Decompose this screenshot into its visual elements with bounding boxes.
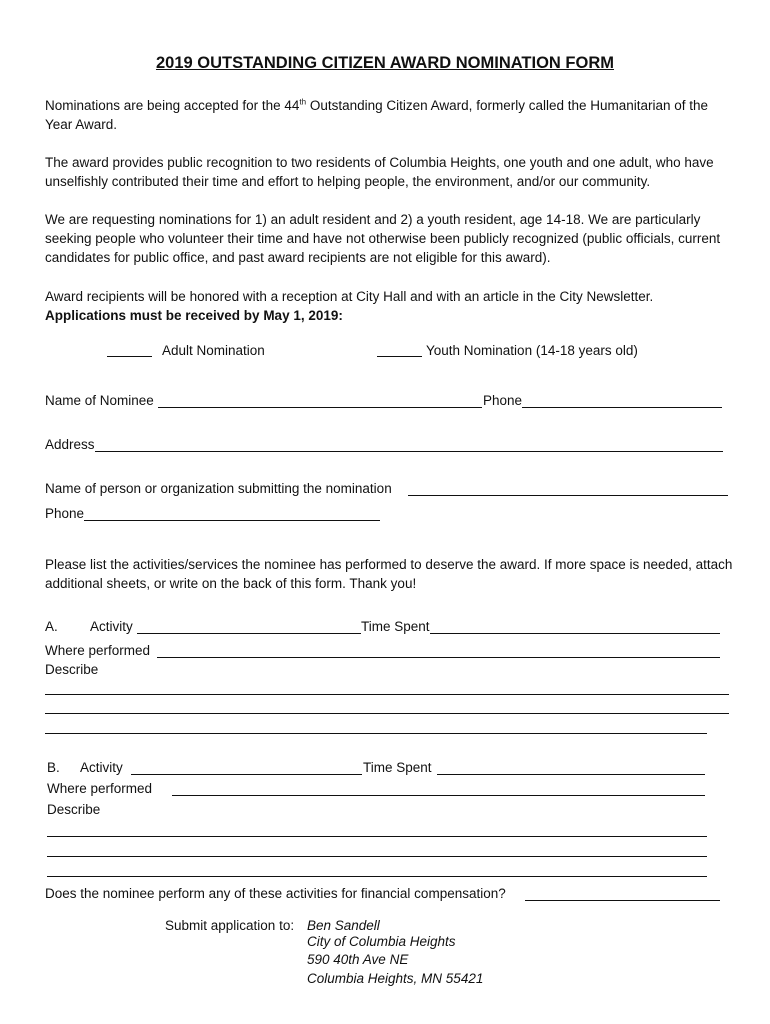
intro-paragraph-1 bbox=[45, 96, 735, 134]
activity-a-describe-line-3[interactable] bbox=[45, 733, 707, 734]
compensation-answer-field[interactable] bbox=[525, 900, 720, 901]
submitter-phone-field[interactable] bbox=[84, 520, 380, 521]
submit-recipient-name: Ben Sandell bbox=[307, 918, 380, 933]
address-field[interactable] bbox=[95, 451, 723, 452]
activity-b-label: Activity bbox=[80, 760, 123, 775]
activity-a-field[interactable] bbox=[137, 633, 361, 634]
activity-a-describe-label: Describe bbox=[45, 662, 99, 677]
activity-a-time-field[interactable] bbox=[430, 633, 720, 634]
intro-paragraph-2: The award provides public recognition to two residents of Columbia Heights, one youth and one adult, who have unselfishly contributed their time and effort to helping people, the environment, and/or our community. bbox=[45, 155, 714, 189]
compensation-question: Does the nominee perform any of these activities for financial compensation? bbox=[45, 886, 506, 901]
submitter-label: Name of person or organization submitting the nomination bbox=[45, 481, 392, 496]
nominee-name-field[interactable] bbox=[158, 407, 482, 408]
intro-p1-text: Nominations are being accepted for the 44 bbox=[45, 98, 300, 113]
submitter-phone-label: Phone bbox=[45, 506, 85, 521]
activity-a-describe-line-2[interactable] bbox=[45, 713, 729, 714]
submit-recipient-city: Columbia Heights, MN 55421 bbox=[307, 971, 484, 986]
submitter-field[interactable] bbox=[408, 495, 728, 496]
activity-a-label: Activity bbox=[90, 619, 133, 634]
youth-nomination-label: Youth Nomination (14-18 years old) bbox=[426, 343, 638, 358]
activity-b-time-field[interactable] bbox=[437, 774, 705, 775]
activity-b-where-field[interactable] bbox=[172, 795, 705, 796]
activity-b-field[interactable] bbox=[131, 774, 362, 775]
activity-b-time-label: Time Spent bbox=[363, 760, 432, 775]
intro-paragraph-4 bbox=[45, 287, 735, 325]
intro-p4-text: Award recipients will be honored with a reception at City Hall and with an article in the City Newsletter. bbox=[45, 289, 654, 304]
activity-b-describe-line-2[interactable] bbox=[47, 856, 707, 857]
activity-b-describe-label: Describe bbox=[47, 802, 101, 817]
nominee-phone-label: Phone bbox=[483, 393, 523, 408]
submit-recipient-street: 590 40th Ave NE bbox=[307, 952, 409, 967]
youth-nomination-checkline[interactable] bbox=[377, 356, 422, 357]
intro-paragraph-3: We are requesting nominations for 1) an adult resident and 2) a youth resident, age 14-18. We are particularly seeking people who volunteer their time and have not otherwise been publicly recognized (public officials, current candidates for public office, and past award recipients are not eligible for this award). bbox=[45, 212, 721, 265]
address-label: Address bbox=[45, 437, 95, 452]
intro-p1-text-cont: Outstanding Citizen Award, formerly called the Humanitarian of the Year Award. bbox=[45, 98, 709, 132]
intro-p1-superscript: th bbox=[299, 97, 307, 107]
form-title: 2019 OUTSTANDING CITIZEN AWARD NOMINATION FORM bbox=[155, 54, 615, 72]
activity-a-describe-line-1[interactable] bbox=[45, 694, 729, 695]
activity-b-describe-line-1[interactable] bbox=[47, 836, 707, 837]
nominee-name-label: Name of Nominee bbox=[45, 393, 154, 408]
adult-nomination-label: Adult Nomination bbox=[162, 343, 265, 358]
submit-recipient-org: City of Columbia Heights bbox=[307, 934, 456, 949]
nominee-phone-field[interactable] bbox=[522, 407, 722, 408]
activity-b-letter: B. bbox=[47, 760, 60, 775]
deadline-text: Applications must be received by May 1, 2019: bbox=[45, 308, 343, 323]
activity-b-where-label: Where performed bbox=[47, 781, 153, 796]
activity-a-where-label: Where performed bbox=[45, 643, 151, 658]
activity-a-where-field[interactable] bbox=[157, 657, 720, 658]
adult-nomination-checkline[interactable] bbox=[107, 356, 152, 357]
activity-a-letter: A. bbox=[45, 619, 58, 634]
activity-b-describe-line-3[interactable] bbox=[47, 876, 707, 877]
activity-a-time-label: Time Spent bbox=[361, 619, 430, 634]
submit-label: Submit application to: bbox=[165, 918, 295, 933]
activities-instructions: Please list the activities/services the nominee has performed to deserve the award. If more space is needed, attach additional sheets, or write on the back of this form. Thank you! bbox=[45, 557, 733, 591]
